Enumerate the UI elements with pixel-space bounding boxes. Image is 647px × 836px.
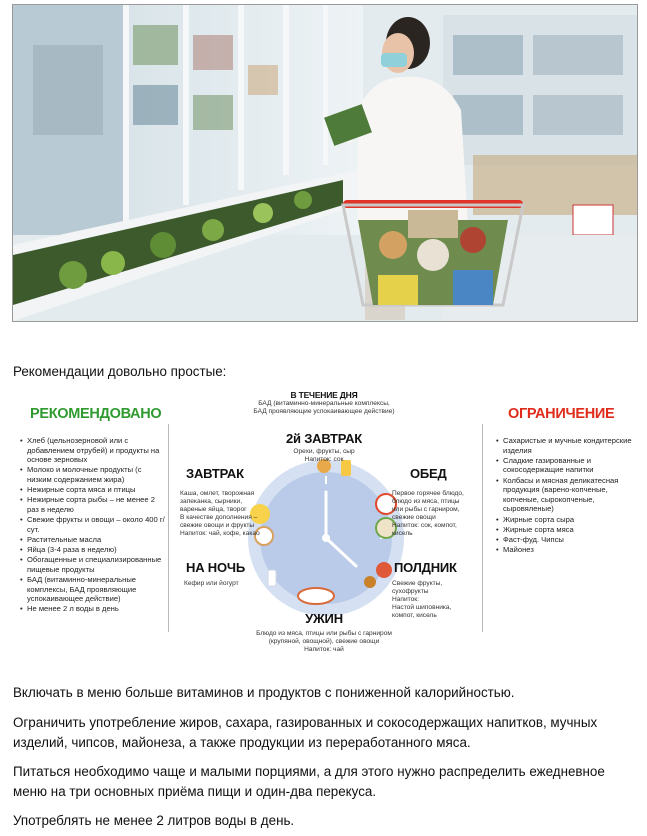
nutrition-infographic xyxy=(8,386,640,666)
list-item: • БАД (витаминно-минеральные комплексы, БАД проявляющие успокаивающее действие) xyxy=(20,575,165,604)
list-item: • Растительные масла xyxy=(20,535,165,545)
list-item: • Молоко и молочные продукты (с низким содержанием жира) xyxy=(20,465,165,484)
paragraph-limit: Ограничить употребление жиров, сахара, газированных и сокосодержащих напитков, мучных изделий, чипсов, майонеза, а также продукции из переработанного мяса. xyxy=(13,715,598,750)
paragraph-vitamins: Включать в меню больше витаминов и продуктов с пониженной калорийностью. xyxy=(13,685,515,700)
photo-illustration xyxy=(13,5,637,321)
paragraph-water: Употреблять не менее 2 литров воды в день. xyxy=(13,813,295,828)
snack-desc: Свежие фрукты, сухофрукты Напиток: Настой шиповника, компот, кисель xyxy=(392,580,452,619)
list-item: • Хлеб (цельнозерновой или с добавлением отрубей) и продукты на основе зерновых xyxy=(20,436,165,465)
limit-list xyxy=(496,436,636,555)
lunch-desc: Первое горячее блюдо, блюдо из мяса, птицы или рыбы с гарниром, свежие овощи Напиток: сок, компот, кисель xyxy=(392,490,464,537)
list-item: • Жирные сорта сыра xyxy=(496,515,636,525)
list-item: • Майонез xyxy=(496,545,636,555)
during-day-title: В ТЕЧЕНИЕ ДНЯ xyxy=(290,390,358,400)
kefir-icon xyxy=(268,570,276,586)
dinner-title: УЖИН xyxy=(305,611,343,626)
recommended-title: РЕКОМЕНДОВАНО xyxy=(30,406,162,422)
list-item: • Жирные сорта мяса xyxy=(496,525,636,535)
intro-text: Рекомендации довольно простые: xyxy=(13,364,227,379)
dried-fruit-icon xyxy=(364,576,376,588)
paragraph-meals: Питаться необходимо чаще и малыми порциями, а для этого нужно распределить ежедневное меню на три основных приёма пищи и один-два перекуса. xyxy=(13,764,605,799)
breakfast-title: ЗАВТРАК xyxy=(186,466,244,481)
list-item: • Фаст-фуд. Чипсы xyxy=(496,535,636,545)
divider-right xyxy=(482,424,483,632)
divider-left xyxy=(168,424,169,632)
list-item: • Яйца (3-4 раза в неделю) xyxy=(20,545,165,555)
snack-title: ПОЛДНИК xyxy=(394,560,457,575)
night-title: НА НОЧЬ xyxy=(186,560,245,575)
list-item: • Не менее 2 л воды в день xyxy=(20,604,165,614)
dinner-desc: Блюдо из мяса, птицы или рыбы с гарниром (крупяной, овощной), свежие овощи Напиток: чай xyxy=(256,630,392,653)
list-item: • Сладкие газированные и сокосодержащие напитки xyxy=(496,456,636,475)
second-breakfast-desc: Орехи, фрукты, сыр Напиток: сок xyxy=(293,448,355,463)
dinner-plate-icon xyxy=(298,588,334,604)
supermarket-photo xyxy=(12,4,638,322)
list-item: • Нежирные сорта мяса и птицы xyxy=(20,485,165,495)
list-item: • Нежирные сорта рыбы – не менее 2 раз в неделю xyxy=(20,495,165,514)
list-item: • Обогащенные и специализированные пищевые продукты xyxy=(20,555,165,574)
breakfast-desc: Каша, омлет, творожная запеканка, сырники, вареные яйца, творог В качестве дополнения – свежие овощи и фрукты Напиток: чай, кофе, какао xyxy=(180,490,260,537)
list-item: • Сахаристые и мучные кондитерские изделия xyxy=(496,436,636,455)
second-breakfast-title: 2й ЗАВТРАК xyxy=(285,431,363,446)
during-day-desc: БАД (витаминно-минеральные комплексы, БАД проявляющие успокаивающее действие) xyxy=(253,400,395,415)
limit-title: ОГРАНИЧЕНИЕ xyxy=(508,406,615,422)
list-item: • Колбасы и мясная деликатесная продукция (варено-копченые, копченые, сырокопченые, сыровяленые) xyxy=(496,476,636,514)
recommended-list xyxy=(20,436,165,615)
fruit-icon xyxy=(376,562,392,578)
clock-graphic xyxy=(246,458,406,618)
list-item: • Свежие фрукты и овощи – около 400 г/сут. xyxy=(20,515,165,534)
lunch-title: ОБЕД xyxy=(410,466,447,481)
night-desc: Кефир или йогурт xyxy=(184,580,239,587)
